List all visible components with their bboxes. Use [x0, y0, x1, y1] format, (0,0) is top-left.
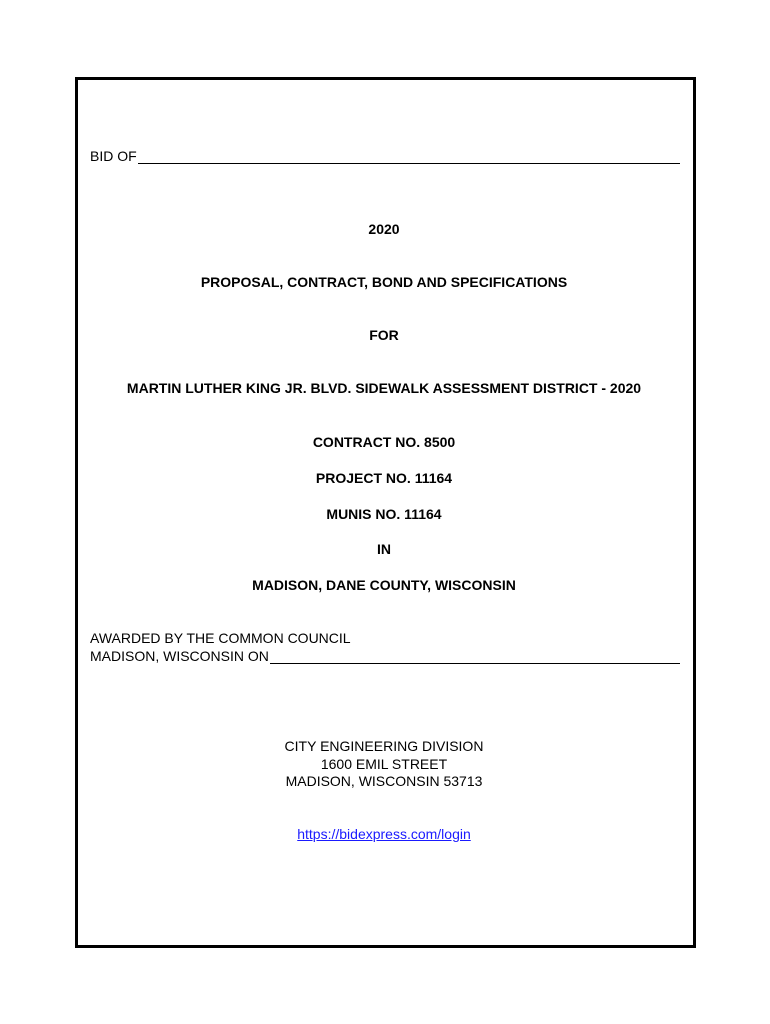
bid-of-blank-line — [138, 149, 680, 164]
location-heading: MADISON, DANE COUNTY, WISCONSIN — [252, 577, 516, 593]
in-label: IN — [377, 541, 391, 557]
munis-number: MUNIS NO. 11164 — [326, 506, 442, 522]
document-type-heading: PROPOSAL, CONTRACT, BOND AND SPECIFICATIONS — [200, 274, 568, 290]
city-address: MADISON, WISCONSIN 53713 — [285, 773, 483, 789]
project-number: PROJECT NO. 11164 — [315, 470, 453, 486]
award-date-blank-line — [270, 649, 680, 664]
bidexpress-link[interactable]: https://bidexpress.com/login — [297, 826, 471, 842]
for-heading: FOR — [369, 327, 399, 343]
contract-number: CONTRACT NO. 8500 — [312, 434, 456, 450]
street-address: 1600 EMIL STREET — [320, 756, 448, 772]
bid-of-row — [90, 148, 680, 164]
project-title-heading: MARTIN LUTHER KING JR. BLVD. SIDEWALK ASSESSMENT DISTRICT - 2020 — [126, 380, 642, 396]
bid-of-label: BID OF — [90, 148, 137, 164]
award-line-1: AWARDED BY THE COMMON COUNCIL — [90, 630, 351, 646]
award-row-2 — [90, 648, 680, 664]
bid-link-row — [78, 826, 690, 842]
year-heading: 2020 — [368, 221, 400, 237]
division-name: CITY ENGINEERING DIVISION — [284, 738, 484, 754]
award-line-2: MADISON, WISCONSIN ON — [90, 648, 269, 664]
